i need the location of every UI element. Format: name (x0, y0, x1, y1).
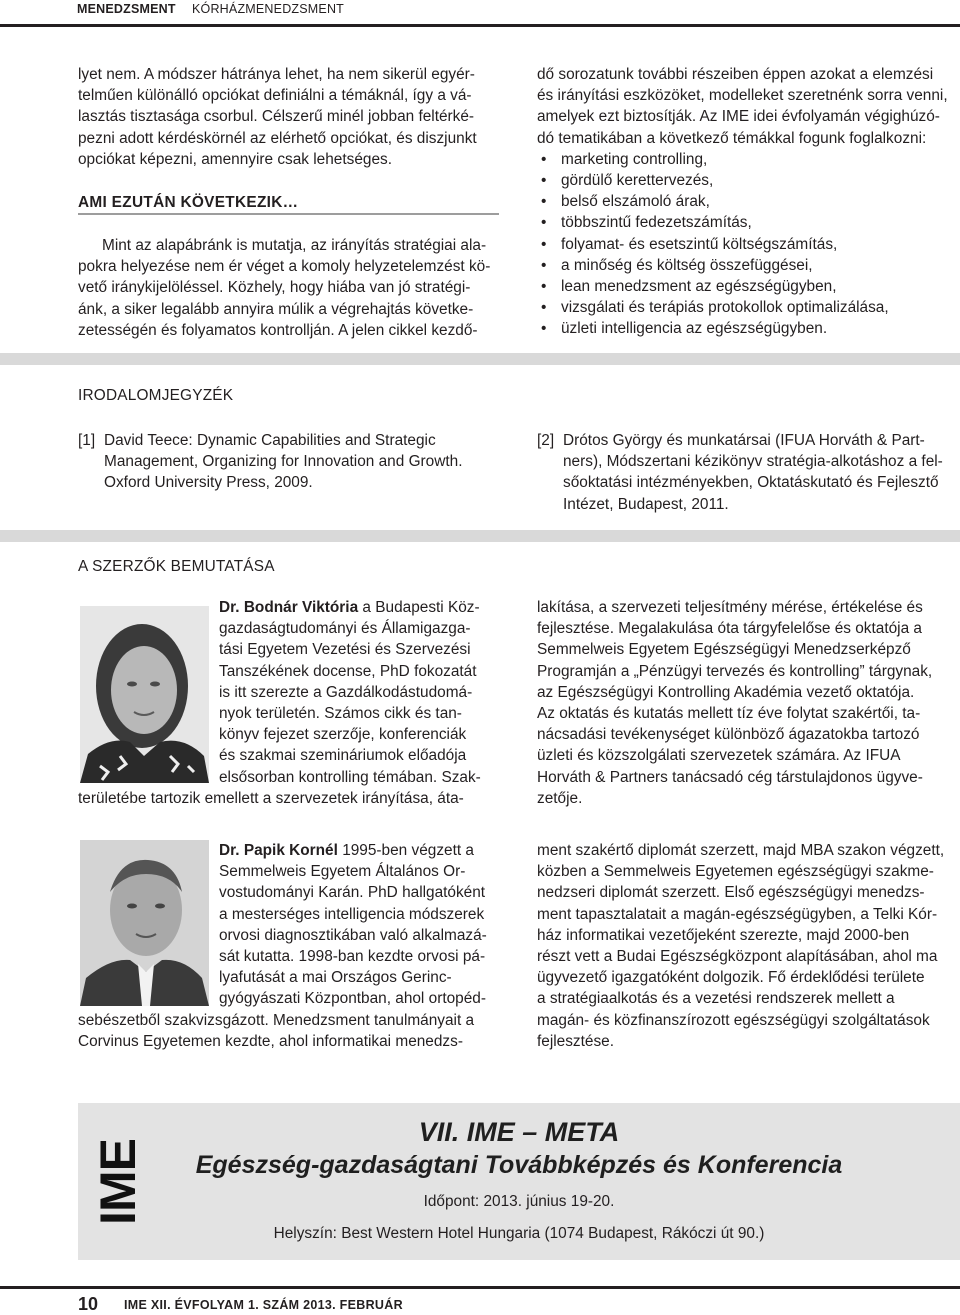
bio-line: gazdaságtudományi és Államigazga- (219, 620, 471, 638)
text-line: telműen különálló opciókat definiálni a témáknál, így a vá- (78, 87, 472, 105)
section-divider-band (0, 530, 960, 542)
reference-text: Drótos György és munkatársai (IFUA Horváth & Part- (563, 432, 925, 449)
ad-date: Időpont: 2013. június 19-20. (423, 1193, 615, 1210)
reference-number: [1] (78, 432, 96, 449)
bio-line: tási Egyetem Vezetési és Szervezési (219, 641, 471, 659)
bio-line (219, 597, 498, 618)
bio-line: elsősorban kontrolling témában. Szak- (219, 768, 481, 786)
author-bio-fullwidth (78, 1010, 498, 1052)
ad-subtitle: Egészség-gazdaságtani Továbbképzés és Konferencia (195, 1151, 843, 1179)
bio-line: sát kutatta. 1998-ban kezdte orvosi pá- (219, 948, 486, 966)
bio-line: lakítása, a szervezeti teljesítmény mérése, értékelése és (537, 599, 923, 616)
author-bio-right (537, 597, 958, 809)
article-left-bottom (78, 235, 498, 341)
bio-line: ment szakértő diplomát szerzett, majd MBA szakon végzett, (537, 842, 945, 859)
bio-line: is itt szerezte a Gazdálkodástudomá- (219, 683, 473, 701)
conference-ad (78, 1103, 960, 1260)
section-heading-rule (78, 213, 499, 215)
bio-line: Az oktatás és kutatás mellett tíz éve folytat szakértői, ta- (537, 705, 921, 723)
bio-line: Corvinus Egyetemen kezdte, ahol informatikai menedzs- (78, 1033, 463, 1051)
bio-line: ház informatikai vezetőjeként szerezte, majd 2000-ben (537, 926, 910, 944)
bio-line: a stratégiaalkotás és a vezetési rendszerek mellett a (537, 990, 895, 1008)
page-number: 10 (78, 1294, 99, 1314)
bio-line: könyv fejezet szerzője, konferenciák (219, 726, 467, 744)
text-line: lyet nem. A módszer hátránya lehet, ha nem sikerül egyér- (78, 66, 475, 83)
topic-item: • lean menedzsment az egészségügyben, (537, 276, 958, 297)
text-line: dó tematikában a következő témákkal fogunk foglalkozni: (537, 129, 927, 147)
bio-line: sebészetből szakvizsgázott. Menedzsment tanulmányait a (78, 1012, 475, 1029)
bio-line: Programján a „Pénzügyi tervezés és kontrolling” tárgynak, (537, 662, 933, 680)
text-line: Mint az alapábránk is mutatja, az irányítás stratégiai ala- (102, 237, 487, 254)
bio-line: fejlesztése. (537, 1032, 614, 1050)
text-line: lasztás tisztasága csorbul. Célszerű minél jobban feltérké- (78, 108, 475, 126)
header-section: MENEDZSMENT (77, 2, 176, 16)
text-line: opciókat képezni, amennyire csak lehetséges. (78, 150, 392, 168)
topic-item: • a minőség és költség összefüggései, (537, 255, 958, 276)
topic-item: • folyamat- és esetszintű költségszámítás, (537, 234, 958, 255)
ad-venue: Helyszín: Best Western Hotel Hungaria (1074 Budapest, Rákóczi út 90.) (273, 1225, 765, 1242)
issue-info: IME XII. ÉVFOLYAM 1. SZÁM 2013. FEBRUÁR (124, 1298, 403, 1312)
bio-line: nedzseri diplomát szerzett. Első egészségügyi menedzs- (537, 884, 925, 902)
ime-logo-text: IME (90, 1139, 146, 1225)
bio-line: Semmelweis Egyetem Általános Or- (219, 863, 466, 881)
text-line: dő sorozatunk további részeiben éppen azokat a elemzési (537, 66, 934, 83)
author-bio-left (219, 840, 498, 1010)
bio-line: az Egészségügyi Kontrolling Akadémia vezető oktatója. (537, 683, 915, 701)
bio-line: orvosi diagnosztikában való alkalmazá- (219, 926, 487, 944)
author-name: Bodnár Viktória (243, 599, 359, 616)
section-heading: AMI EZUTÁN KÖVETKEZIK… (78, 194, 299, 211)
reference-text: ners), Módszertani kézikönyv stratégia-alkotáshoz a fel- (563, 453, 943, 471)
author-photo (80, 840, 209, 1006)
text-line: amelyek ezt biztosítják. Az IME idei évfolyamán végighúzó- (537, 108, 940, 126)
text-line: zetességén és folyamatos kontrollján. A jelen cikkel kezdő- (78, 321, 478, 339)
author-bio-right (537, 840, 958, 1052)
text-line: ánk, a siker legalább annyira múlik a végrehajtás követke- (78, 300, 474, 318)
portrait-man-image (80, 840, 209, 1006)
author-photo (80, 606, 209, 783)
article-left-top (78, 64, 498, 170)
author-title: Dr. (219, 842, 240, 859)
ad-title: VII. IME – META (418, 1117, 620, 1147)
bio-line: zetője. (537, 789, 583, 807)
authors-heading: A SZERZŐK BEMUTATÁSA (78, 558, 275, 575)
reference-item (78, 430, 498, 494)
bio-line: Horváth & Partners tanácsadó cég társtulajdonos ügyve- (537, 768, 923, 786)
bio-line: ügyvezető igazgatóként dolgozik. Fő érdeklődési területe (537, 969, 925, 987)
bio-line: nácsadási tevékenységet különböző ágazatokba tartozó (537, 726, 920, 744)
bio-line: és szakmai szemináriumok előadója (219, 747, 467, 765)
reference-text: Intézet, Budapest, 2011. (563, 495, 729, 513)
reference-text: Management, Organizing for Innovation and Growth. (104, 453, 463, 471)
bio-line: vostudományi Karán. PhD hallgatóként (219, 884, 486, 902)
bio-line (219, 840, 498, 861)
topic-item: • üzleti intelligencia az egészségügyben. (537, 318, 958, 339)
references-heading: IRODALOMJEGYZÉK (78, 387, 234, 404)
section-divider-band (0, 353, 960, 365)
bio-line: ment tapasztalatait a magán-egészségügyben, a Telki Kór- (537, 905, 938, 923)
bio-line: részt vett a Budai Egészségközpont alapításában, ahol ma (537, 948, 938, 966)
header-subsection: KÓRHÁZMENEDZSMENT (192, 2, 345, 16)
bio-line: lyafutását a mai Országos Gerinc- (219, 969, 452, 987)
author-name: Papik Kornél (243, 842, 338, 859)
bio-line: üzleti és közszolgálati szervezetek számára. Az IFUA (537, 747, 901, 765)
bio-line: Semmelweis Egyetem Egészségügyi Menedzserképző (537, 641, 911, 659)
reference-text: sőoktatási intézményekben, Oktatáskutató és Fejlesztő (563, 474, 939, 492)
bio-line: gyógyászati Központban, ahol ortopéd- (219, 990, 486, 1008)
bio-line: közben a Semmelweis Egyetemen egészségügyi szakme- (537, 863, 934, 881)
reference-item (537, 430, 959, 515)
text-line: és irányítási eszközöket, modelleket szeretnénk sorra venni, (537, 87, 948, 105)
bio-line: Tanszékének docense, PhD fokozatát (219, 662, 477, 680)
topic-list (537, 149, 958, 340)
article-right (537, 64, 958, 340)
footer-rule (0, 1286, 960, 1289)
author-bio-left (219, 597, 498, 788)
bio-line: a mesterséges intelligencia módszerek (219, 905, 485, 923)
topic-item: • többszintű fedezetszámítás, (537, 212, 958, 233)
reference-text: Oxford University Press, 2009. (104, 474, 313, 492)
author-bio-fullwidth (78, 788, 498, 809)
text-line: pokra helyezése nem ér véget a komoly helyzetelemzést kö- (78, 258, 491, 276)
bio-text: 1995-ben végzett a (342, 842, 474, 859)
topic-item: • vizsgálati és terápiás protokollok optimalizálása, (537, 297, 958, 318)
bio-line: fejlesztése. Megalakulása óta tárgyfelelőse és oktatója a (537, 620, 922, 638)
bio-text: a Budapesti Köz- (362, 599, 480, 616)
bio-line: nyok területén. Számos cikk és tan- (219, 705, 462, 723)
author-title: Dr. (219, 599, 240, 616)
bio-line: magán- és közfinanszírozott egészségügyi szolgáltatások (537, 1011, 930, 1029)
header-rule (0, 24, 960, 27)
portrait-woman-image (80, 606, 209, 783)
reference-text: David Teece: Dynamic Capabilities and Strategic (104, 432, 436, 449)
text-line: vető iránykijelöléssel. Közhely, hogy hiába van jó stratégi- (78, 279, 471, 297)
topic-item: • marketing controlling, (537, 149, 958, 170)
reference-number: [2] (537, 432, 555, 449)
topic-item: • belső elszámoló árak, (537, 191, 958, 212)
bio-line: területébe tartozik emellett a szervezetek irányítása, áta- (78, 790, 464, 807)
text-line: pezni adott kérdéskörnél az elérhető opciókat, és diszjunkt (78, 129, 477, 147)
running-header (0, 0, 960, 24)
topic-item: • gördülő kerettervezés, (537, 170, 958, 191)
